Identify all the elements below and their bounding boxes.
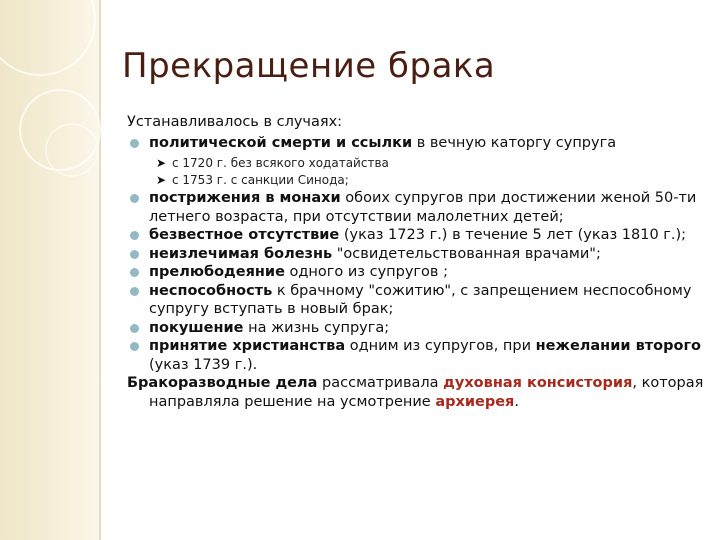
item-bold: нежелании второго [535,338,701,354]
item-continuation: летнего возраста, при отсутствии малолетних детей; [149,208,564,225]
list-item [127,337,701,356]
sub-item-text: с 1720 г. без всякого ходатайства [172,156,389,170]
sub-list-item [127,172,697,189]
arrow-bullet-icon: ➤ [156,156,167,170]
item-continuation: (указ 1739 г.). [149,356,258,373]
list-item [127,282,697,301]
item-text: обоих супругов при достижении женой 50-ти [340,190,697,206]
list-item [127,263,697,282]
item-text: одного из супругов ; [284,264,448,280]
item-text: (указ 1723 г.) в течение 5 лет (указ 1810 г.); [339,227,687,243]
item-bold: неспособность [149,282,273,299]
sub-list-item [127,155,697,172]
item-bold: политической смерти и ссылки [149,134,413,151]
closing-text: , которая [632,375,704,391]
item-text: "освидетельствованная врачами"; [332,245,601,262]
item-text: к брачному "сожитию", с запрещением неспособному [272,282,692,299]
slide-body [127,113,704,411]
intro-text: Устанавливалось в случаях: [127,114,343,130]
closing-text: направляла решение на усмотрение [149,393,436,410]
bullet-icon [130,139,139,148]
arrow-bullet-icon: ➤ [156,173,167,187]
item-text: в вечную каторгу супруга [412,134,617,151]
closing-highlight: архиерея [435,393,515,410]
closing-text: рассматривала [317,375,444,391]
item-bold: пострижения в монахи [149,190,341,206]
bullet-icon [130,342,139,351]
list-item [127,134,697,153]
decorative-circles [0,0,120,260]
item-bold: неизлечимая болезнь [149,245,333,262]
bullet-icon [130,194,139,203]
list-item [127,189,697,208]
bullet-icon [130,231,139,240]
item-text: одним из супругов, при [345,338,536,354]
bullet-icon [130,287,139,296]
closing-text: . [514,393,519,410]
closing-continuation [127,393,697,412]
item-text: на жизнь супруга; [243,319,390,336]
item-bold: покушение [149,319,244,336]
item-continuation: супругу вступать в новый брак; [149,301,394,317]
slide-title: Прекращение брака [122,46,496,86]
bullet-icon [130,324,139,333]
list-item [127,226,697,245]
list-item [127,245,697,264]
item-bold: принятие христианства [149,338,346,354]
closing-bold: Бракоразводные дела [127,375,318,391]
closing-highlight: духовная консистория [443,375,633,391]
item-bold: прелюбодеяние [149,264,285,280]
bullet-icon [130,250,139,259]
sub-item-text: с 1753 г. с санкции Синода; [172,173,349,187]
bullet-icon [130,268,139,277]
list-item [127,319,697,338]
closing-paragraph [127,374,704,393]
item-bold: безвестное отсутствие [149,227,340,243]
